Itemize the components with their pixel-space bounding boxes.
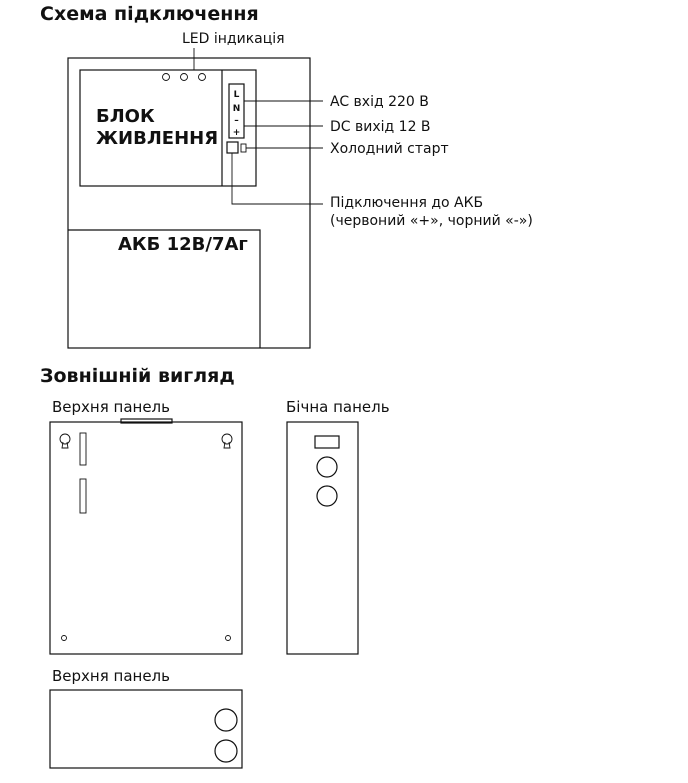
keyhole-mount-left [60,434,70,448]
screw-hole-left [62,636,67,641]
psu-label-line2: ЖИВЛЕННЯ [96,128,219,149]
battery-connection-label: Підключення до АКБ [330,195,484,211]
dc-output-label: DC вихід 12 В [330,119,431,135]
cold-start-label: Холодний старт [330,141,449,157]
led-label: LED індикація [182,31,285,47]
bottom-panel-view [50,690,242,768]
battery-label: АКБ 12В/7Аг [118,234,248,255]
bottom-panel-cable-gland-1 [215,709,237,731]
battery-polarity-label: (червоний «+», чорний «-») [330,213,533,229]
led-indicator-3 [199,74,206,81]
psu-label-line1: БЛОК [96,106,155,127]
led-indicator-2 [181,74,188,81]
cold-start-button [241,144,246,152]
side-panel-cable-gland-2 [317,486,337,506]
bottom-panel-label: Верхня панель [52,667,170,685]
enclosure-outline [68,58,310,348]
side-panel-cable-gland-1 [317,457,337,477]
screw-hole-right [226,636,231,641]
battery-connector [227,142,238,153]
side-panel-view [287,422,358,654]
ac-input-label: AC вхід 220 В [330,94,429,110]
front-panel-slot-1 [80,433,86,465]
appearance-title: Зовнішній вигляд [40,365,235,387]
side-panel-label: Бічна панель [286,398,390,416]
top-panel-label: Верхня панель [52,398,170,416]
front-panel-slot-2 [80,479,86,513]
led-indicator-1 [163,74,170,81]
terminal-minus: – [234,116,239,126]
terminal-plus: + [232,128,241,138]
side-panel-switch [315,436,339,448]
terminal-n: N [232,104,241,114]
scheme-title: Схема підключення [40,3,259,25]
terminal-l: L [233,90,240,100]
battery-connection-leader [232,153,323,204]
front-panel-view [50,422,242,654]
bottom-panel-cable-gland-2 [215,740,237,762]
keyhole-mount-right [222,434,232,448]
